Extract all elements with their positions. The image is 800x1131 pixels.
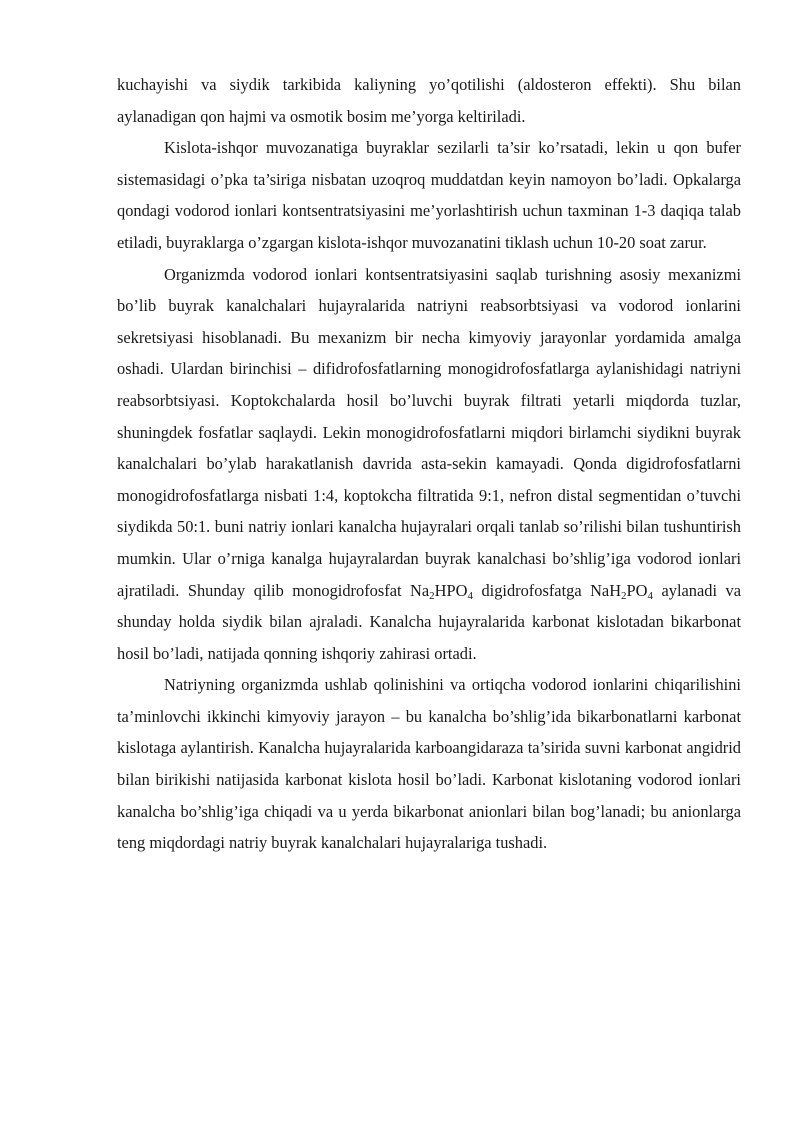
formula-monosodium-phosphate: $NaH_2PO_4$ — [590, 580, 653, 602]
paragraph-aldosterone-effect: kuchayishi va siydik tarkibida kaliyning yo’qotilishi (aldosteron effekti). Shu bilan aylanadigan qon hajmi va osmotik bosim me’yorga keltiriladi. — [117, 75, 741, 126]
paragraph-text: digidrofosfatga — [472, 580, 591, 600]
paragraph-sodium-retention: Natriyning organizmda ushlab qolinishini va ortiqcha vodorod ionlarini chiqarilishini ta’minlovchi ikkinchi kimyoviy jarayon – bu kanalcha bo’shlig’ida bikarbonatlarni karbonat kislotaga aylantirish. Kanalcha hujayralarida karboangidaraza ta’sirida suvni karbonat angidrid bilan birikishi natijasida karbonat kislota hosil bo’ladi. Karbonat kislotaning vodorod ionlari kanalcha bo’shlig’iga chiqadi va u yerda bikarbonat anionlari bilan bog’lanadi; bu anionlarga teng miqdordagi natriy buyrak kanalchalari hujayralariga tushadi. — [117, 675, 741, 853]
paragraph-text: aylanadi va shunday holda siydik bilan ajraladi. Kanalcha hujayralarida karbonat kislotadan bikarbonat hosil bo’ladi, natijada qonning ishqoriy zahirasi ortadi. — [117, 580, 741, 663]
paragraph-acid-base-balance: Kislota-ishqor muvozanatiga buyraklar sezilarli ta’sir ko’rsatadi, lekin u qon bufer sistemasidagi o’pka ta’siriga nisbatan uzoqroq muddatdan keyin namoyon bo’ladi. Opkalarga qondagi vodorod ionlari kontsentratsiyasini me’yorlashtirish uchun taxminan 1-3 daqiqa talab etiladi, buyraklarga o’zgargan kislota-ishqor muvozanatini tiklash uchun 10-20 soat zarur. — [117, 138, 741, 252]
paragraph-hydrogen-ion-mechanism — [117, 259, 741, 670]
document-page — [117, 69, 741, 859]
formula-disodium-phosphate: $Na_2HPO_4$ — [410, 580, 473, 602]
paragraph-text: Organizmda vodorod ionlari kontsentratsiyasini saqlab turishning asosiy mexanizmi bo’lib buyrak kanalchalari hujayralarida natriyni reabsorbtsiyasi va vodorod ionlarini sekretsiyasi hisoblanadi. Bu mexanizm bir necha kimyoviy jarayonlar yordamida amalga oshadi. Ulardan birinchisi – difidrofosfatlarning monogidrofosfatlarga aylanishidagi natriyni reabsorbtsiyasi. Koptokchalarda hosil bo’luvchi buyrak filtrati yetarli miqdorda tuzlar, shuningdek fosfatlar saqlaydi. Lekin monogidrofosfatlarni miqdori birlamchi siydikni buyrak kanalchalari bo’ylab harakatlanish davrida asta-sekin kamayadi. Qonda digidrofosfatlarni monogidrofosfatlarga nisbati 1:4, koptokcha filtratida 9:1, nefron distal segmentidan o’tuvchi siydikda 50:1. buni natriy ionlari kanalcha hujayralari orqali tanlab so’rilishi bilan tushuntirish mumkin. Ular o’rniga kanalga hujayralardan buyrak kanalchasi bo’shlig’iga vodorod ionlari ajratiladi. Shunday qilib monogidrofosfat — [117, 264, 741, 600]
